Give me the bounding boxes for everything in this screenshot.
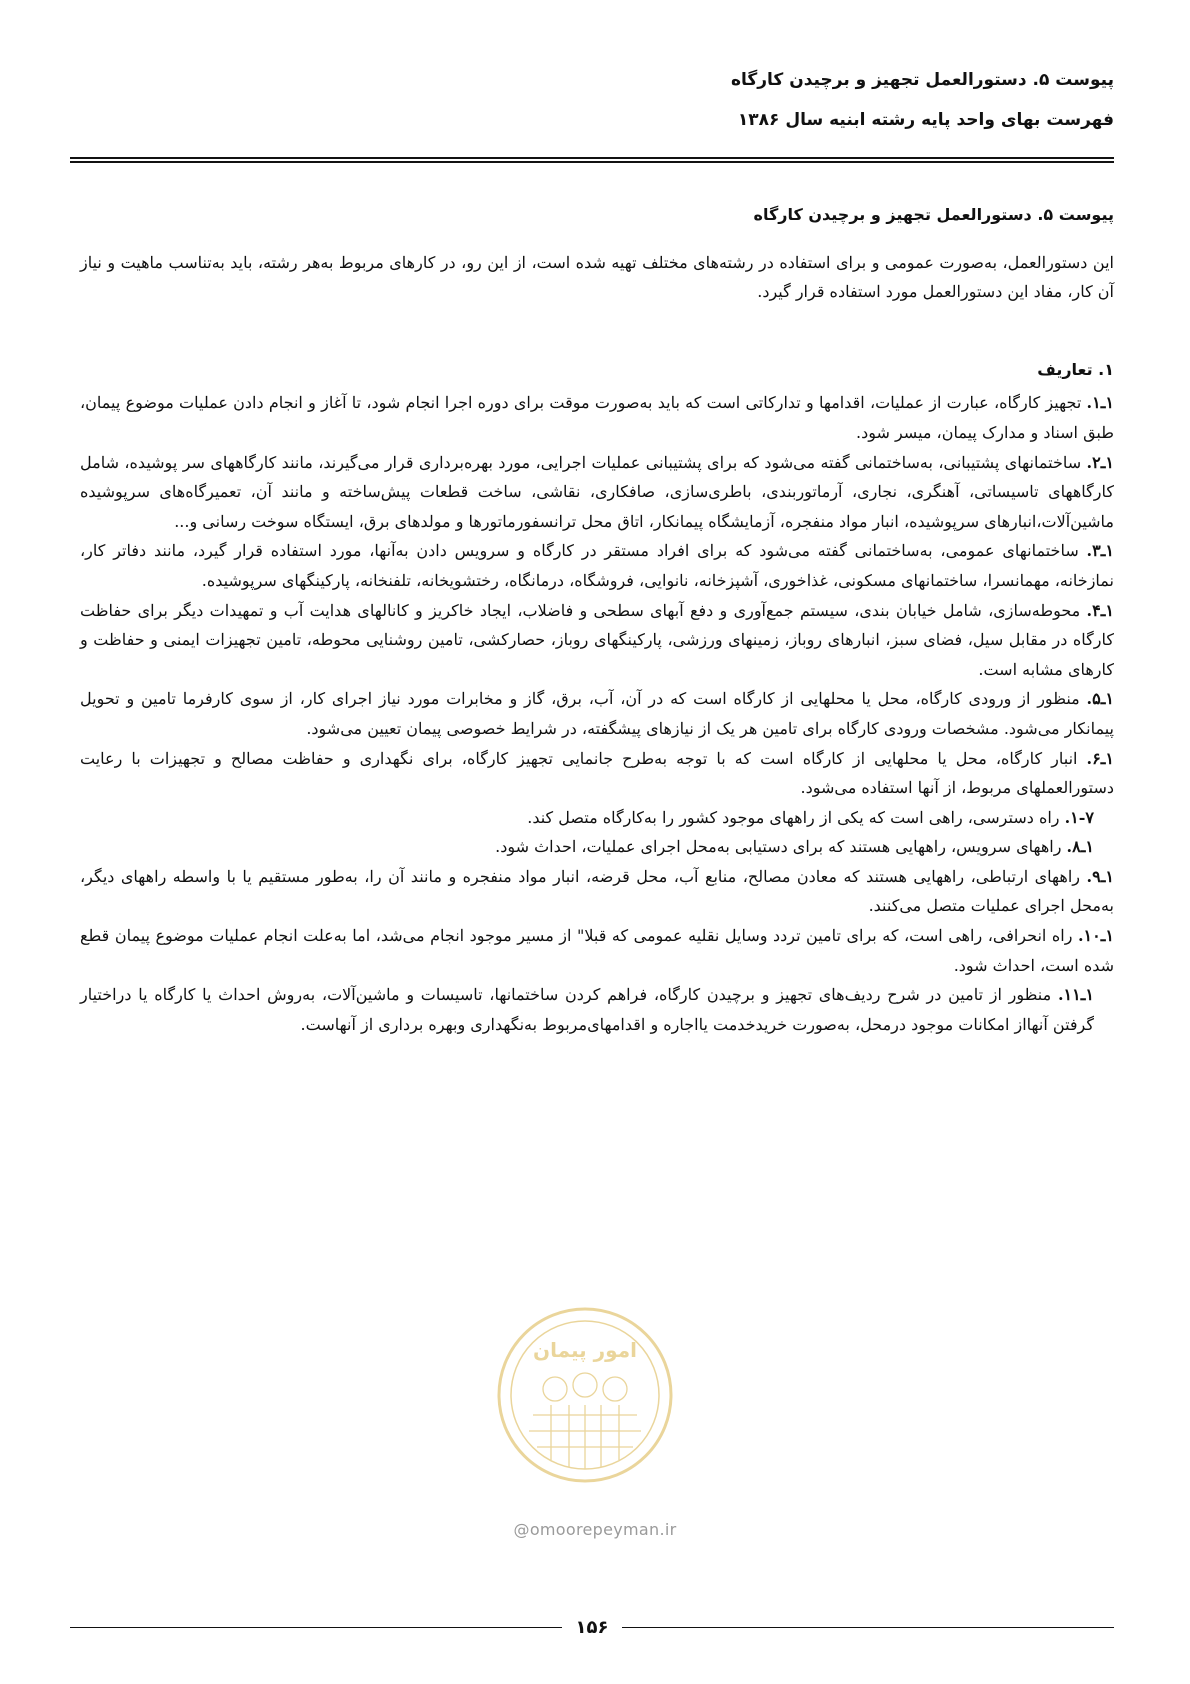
definition-text: راه انحرافی، راهی است، که برای تامین تردد وسایل نقلیه عمومی که قبلا" از مسیر موجود انجام می‌شد، اما به‌علت انجام عملیات موضوع پیمان قطع شده است، احداث شود. (80, 926, 1114, 975)
definition-number: ۱ـ۸. (1066, 837, 1094, 857)
definition-item (80, 744, 1114, 803)
header-rule-thick (70, 161, 1114, 163)
definition-item (80, 388, 1114, 447)
definition-number: ۱-۷. (1064, 807, 1094, 827)
definition-number: ۱ـ۵. (1086, 689, 1114, 709)
definition-item (80, 862, 1114, 921)
footer-rule-right (622, 1627, 1114, 1628)
definition-number: ۱ـ۱. (1086, 393, 1114, 413)
document-body (80, 200, 1114, 1039)
watermark-logo-text: امور پیمان (533, 1338, 637, 1362)
definition-text: ساختمانهای پشتیبانی، به‌ساختمانی گفته می‌شود که برای پشتیبانی عملیات اجرایی، مورد بهره‌برداری قرار می‌گیرند، مانند کارگاههای سر پوشیده، شامل کارگاههای تاسیساتی، آهنگری، نجاری، آرماتوربندی، باطری‌سازی، صافکاری، نقاشی، ساخت قطعات پیش‌ساخته و مانند آن، تعمیرگاه‌های سرپوشیده ماشین‌آلات،انبارهای سرپوشیده، انبار مواد منفجره، آزمایشگاه پیمانکار، اتاق محل ترانسفورماتورها و مولدهای برق، ایستگاه سوخت رسانی و... (80, 452, 1114, 531)
header-rule-thin (70, 157, 1114, 159)
header-title: پیوست ۵. دستورالعمل تجهیز و برچیدن کارگاه (730, 70, 1114, 90)
definition-number: ۱ـ۱۰. (1077, 926, 1114, 946)
page-footer (70, 1615, 1114, 1639)
definition-item (80, 832, 1114, 862)
header-subtitle: فهرست بهای واحد پایه رشته ابنیه سال ۱۳۸۶ (737, 110, 1114, 130)
definition-item (80, 921, 1114, 980)
section-title: ۱. تعاریف (1037, 359, 1114, 379)
page-header (74, 60, 1114, 140)
watermark-url: @omoorepeyman.ir (513, 1520, 677, 1539)
definition-text: راه دسترسی، راهی است که یکی از راههای موجود کشور را به‌کارگاه متصل کند. (527, 807, 1065, 827)
definition-number: ۱ـ۱۱. (1057, 985, 1094, 1005)
definition-text: راههای ارتباطی، راههایی هستند که معادن مصالح، منابع آب، محل قرضه، انبار مواد منفجره و مانند آن را، به‌طور مستقیم یا با واسطه راههای دیگر، به‌محل اجرای عملیات متصل می‌کنند. (80, 866, 1114, 916)
definition-item (80, 803, 1114, 833)
definition-item (80, 448, 1114, 537)
definition-text: منظور از ورودی کارگاه، محل یا محلهایی از کارگاه است که در آن، آب، برق، گاز و مخابرات مورد نیاز اجرای کار، از سوی کارفرما تامین و تحویل پیمانکار می‌شود. مشخصات ورودی کارگاه برای تامین هر یک از نیازهای پیشگفته، در شرایط خصوصی پیمان تعیین می‌شود. (80, 689, 1114, 738)
definitions-list (80, 388, 1114, 1039)
definition-number: ۱ـ۳. (1086, 541, 1114, 561)
watermark-logo (495, 1305, 675, 1485)
definition-item (80, 980, 1114, 1039)
definition-number: ۱ـ۶. (1086, 748, 1114, 768)
definition-text: انبار کارگاه، محل یا محلهایی از کارگاه است که با توجه به‌طرح جانمایی تجهیز کارگاه، برای نگهداری و حفاظت مصالح و تجهیزات با رعایت دستورالعملهای مربوط، از آنها استفاده می‌شود. (80, 748, 1114, 798)
page-number: ۱۵۶ (575, 1616, 609, 1638)
definition-number: ۱ـ۴. (1086, 600, 1114, 620)
definition-number: ۱ـ۹. (1086, 866, 1114, 886)
definition-text: تجهیز کارگاه، عبارت از عملیات، اقدامها و تدارکاتی است که باید به‌صورت موقت برای دوره اجرا انجام شود، تا آغاز و انجام دادن عملیات موضوع پیمان، طبق اسناد و مدارک پیمان، میسر شود. (80, 393, 1114, 442)
definition-item (80, 684, 1114, 743)
definition-number: ۱ـ۲. (1086, 452, 1114, 472)
intro-paragraph: این دستورالعمل، به‌صورت عمومی و برای استفاده در رشته‌های مختلف تهیه شده است، از این رو، در کارهای مربوط به‌هر رشته، باید به‌تناسب ماهیت و نیاز آن کار، مفاد این دستورالعمل مورد استفاده قرار گیرد. (80, 252, 1114, 302)
definition-text: منظور از تامین در شرح ردیف‌های تجهیز و برچیدن کارگاه، فراهم کردن ساختمانها، تاسیسات و ماشین‌آلات، به‌روش احداث یا کارگاه یا دراختیار گرفتن آنهااز امکانات موجود درمحل، به‌صورت خریدخدمت یااجاره و اقدامهای‌مربوط به‌نگهداری وبهره برداری از آنهاست. (80, 985, 1094, 1034)
footer-rule-left (70, 1627, 562, 1628)
definition-text: ساختمانهای عمومی، به‌ساختمانی گفته می‌شود که برای افراد مستقر در کارگاه و سرویس دادن به‌آنها، مورد استفاده قرار گیرد، مانند دفاتر کار، نمازخانه، مهمانسرا، ساختمانهای مسکونی، غذاخوری، آشپزخانه، نانوایی، فروشگاه، درمانگاه، رختشویخانه، تلفنخانه، پارکینگهای سرپوشیده. (80, 541, 1114, 590)
document-title: پیوست ۵. دستورالعمل تجهیز و برچیدن کارگاه (753, 205, 1114, 224)
definition-item (80, 536, 1114, 595)
definition-text: راههای سرویس، راههایی هستند که برای دستیابی به‌محل اجرای عملیات، احداث شود. (495, 837, 1067, 857)
definition-item (80, 596, 1114, 685)
definition-text: محوطه‌سازی، شامل خیابان بندی، سیستم جمع‌آوری و دفع آبهای سطحی و فاضلاب، ایجاد خاکریز و کانالهای هدایت آب و تمهیدات دیگر برای حفاظت کارگاه در مقابل سیل، فضای سبز، انبارهای روباز، زمینهای ورزشی، پارکینگهای روباز، حصارکشی، تامین روشنایی محوطه، تامین تجهیزات ایمنی و حفاظت و کارهای مشابه است. (80, 600, 1114, 679)
